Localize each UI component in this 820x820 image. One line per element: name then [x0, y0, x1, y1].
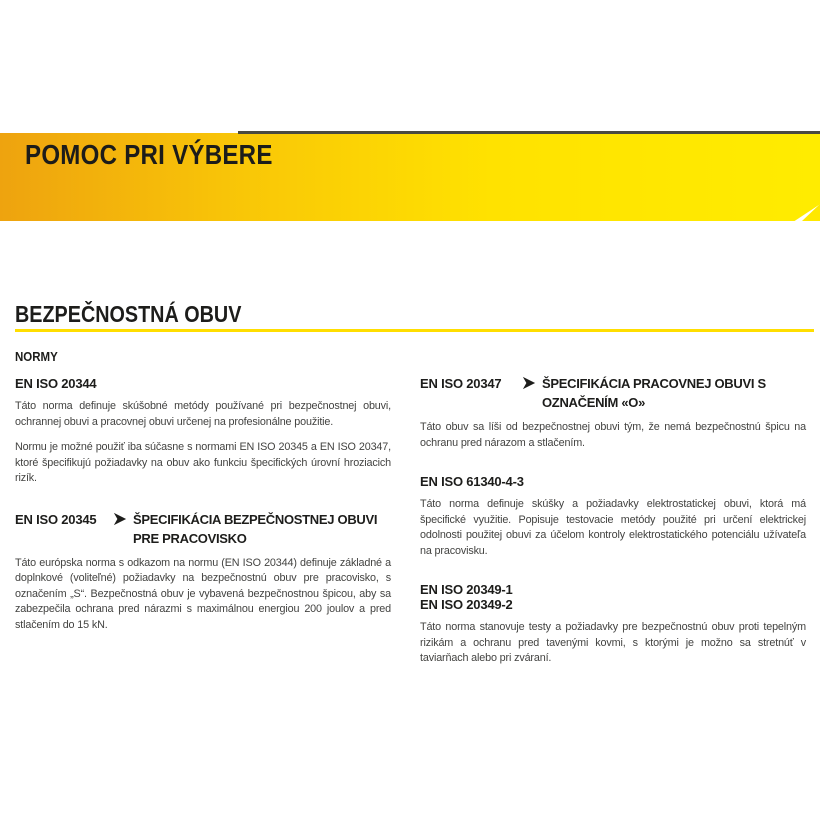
standard-block-61340: [420, 474, 806, 559]
left-column: [15, 376, 391, 633]
standard-code: EN ISO 20349-1: [420, 582, 513, 597]
section-divider-rule: [15, 329, 814, 332]
standard-paragraph: Táto norma definuje skúšobné metódy používané pri bezpečnostnej obuvi, ochrannej obuvi a pracovnej obuvi určenej na profesionálne použitie.: [15, 400, 391, 428]
standard-code: EN ISO 20347: [420, 376, 502, 391]
standard-heading: ŠPECIFIKÁCIA BEZPEČNOSTNEJ OBUVI PRE PRACOVISKO: [133, 511, 378, 546]
notched-right-arrow-icon: [522, 376, 536, 390]
standard-paragraph: Táto norma definuje skúšky a požiadavky elektrostatickej obuvi, ktorá má špecifické využitie. Popisuje testovacie metódy použité pri určení elektrickej odolnosti použitej obuvi za účelom kontroly elektrostatického potenciálu užívateľa na pracovisku.: [420, 498, 806, 557]
banner-top-dark-stripe: [238, 131, 820, 134]
standard-code-list: [420, 582, 806, 612]
standard-paragraph: Normu je možné použiť iba súčasne s normami EN ISO 20345 a EN ISO 20347, ktoré špecifikujú požiadavky na obuv ako funkciu špecifických úrovní hroziacich rizík.: [15, 441, 391, 484]
standard-paragraph: Táto obuv sa líši od bezpečnostnej obuvi tým, že nemá bezpečnostnú špicu na ochranu pred nárazom a stlačením.: [420, 421, 806, 449]
standard-code: EN ISO 20344: [15, 376, 97, 391]
standard-paragraph: Táto európska norma s odkazom na normu (EN ISO 20344) definuje základné a doplnkové (voliteľné) požiadavky na bezpečnostnú obuv pre pracovisko, s označením „S“. Bezpečnostná obuv je vybavená bezpečnostnou špicou, aby sa zabezpečila ochrana pred nárazmi s maximálnou energiou 200 joulov a pred stlačením do 15 kN.: [15, 556, 391, 631]
notched-right-arrow-icon: [113, 512, 127, 526]
standard-block-20345: [15, 510, 391, 634]
standard-code: EN ISO 20345: [15, 511, 97, 527]
standard-header-row: [15, 510, 391, 548]
standard-block-20349: [420, 582, 806, 667]
standard-header-row: [420, 374, 806, 412]
right-column: [420, 374, 806, 667]
section-subtitle: NORMY: [15, 350, 58, 364]
standard-code: EN ISO 61340-4-3: [420, 474, 524, 489]
standard-block-20347: [420, 374, 806, 451]
page-title: POMOC PRI VÝBERE: [25, 139, 273, 170]
standard-block-20344: [15, 376, 391, 487]
section-title: BEZPEČNOSTNÁ OBUV: [15, 301, 242, 327]
standard-code: EN ISO 20349-2: [420, 597, 513, 612]
standard-heading: ŠPECIFIKÁCIA PRACOVNEJ OBUVI S OZNAČENÍM «O»: [542, 376, 766, 410]
standard-paragraph: Táto norma stanovuje testy a požiadavky pre bezpečnostnú obuv proti tepelným rizikám a ochranu pred tavenými kovmi, s ktorými je možno sa stretnúť v taviarňach alebo pri zváraní.: [420, 621, 806, 664]
